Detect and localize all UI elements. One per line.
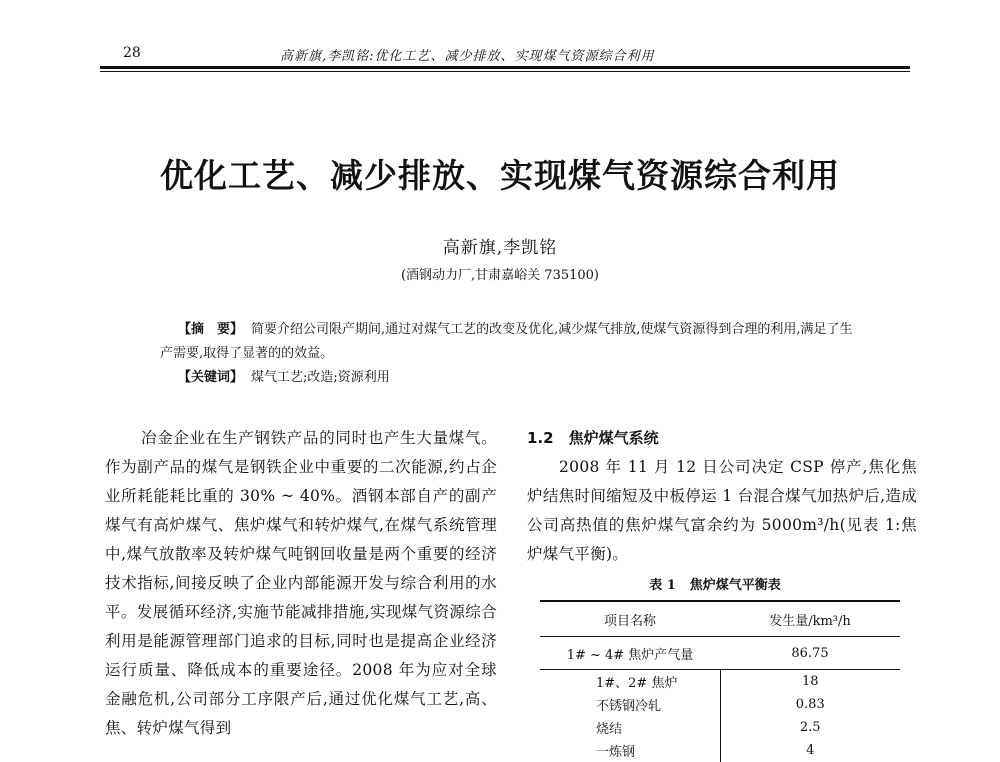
row-value: 18 (801, 674, 819, 689)
authors: 高新旗,李凯铭 (442, 238, 558, 258)
body-left-column (105, 424, 497, 743)
row-name: 一炼钢 (540, 739, 720, 762)
header-rule-thin (100, 71, 910, 72)
row-name: 烧结 (540, 716, 720, 739)
row-name: 1# ~ 4# 焦炉产气量 (566, 647, 694, 663)
row-value: 0.83 (795, 697, 825, 712)
gas-balance-table (540, 600, 900, 762)
table-row (540, 716, 900, 739)
running-title: 高新旗,李凯铭:优化工艺、减少排放、实现煤气资源综合利用 (280, 49, 655, 64)
paper-title: 优化工艺、减少排放、实现煤气资源综合利用 (160, 156, 840, 195)
table-number: 表 1 (649, 578, 676, 593)
row-name: 不锈钢冷轧 (540, 693, 720, 716)
row-value: 4 (806, 743, 815, 758)
abstract-text: 简要介绍公司限产期间,通过对煤气工艺的改变及优化,减少煤气排放,使煤气资源得到合理的利用,满足了生产需要,取得了显著的的效益。 (160, 322, 853, 361)
col-header-name: 项目名称 (603, 613, 656, 629)
row-value: 86.75 (791, 645, 829, 661)
table-header-row (540, 601, 900, 637)
row-name: 1#、2# 焦炉 (540, 670, 720, 694)
abstract (160, 318, 860, 366)
table-caption (527, 574, 917, 593)
abstract-label: 【摘 要】 (178, 322, 244, 337)
col-header-value: 发生量/km³/h (769, 613, 851, 629)
table-title: 焦炉煤气平衡表 (689, 578, 781, 593)
affiliation: (酒钢动力厂,甘肃嘉峪关 735100) (400, 268, 600, 283)
row-value: 2.5 (799, 720, 821, 735)
keywords-text: 煤气工艺;改造;资源利用 (251, 370, 390, 385)
keywords (160, 366, 860, 390)
table-row-total (540, 637, 900, 670)
header-rule-thick (100, 66, 910, 69)
page-number: 28 (123, 45, 141, 61)
table-row (540, 693, 900, 716)
body-paragraph: 冶金企业在生产钢铁产品的同时也产生大量煤气。作为副产品的煤气是钢铁企业中重要的二次能源,约占企业所耗能耗比重的 30% ~ 40%。酒钢本部自产的副产煤气有高炉煤气、焦炉煤气和转炉煤气,在煤气系统管理中,煤气放散率及转炉煤气吨钢回收量是两个重要的经济技术指标,间接反映了企业内部能源开发与综合利用的水平。发展循环经济,实施节能减排措施,实现煤气资源综合利用是能源管理部门追求的目标,同时也是提高企业经济运行质量、降低成本的重要途径。2008 年为应对全球金融危机,公司部分工序限产后,通过优化煤气工艺,高、焦、转炉煤气得到 (105, 429, 497, 737)
abstract-block (160, 318, 860, 390)
table-row (540, 739, 900, 762)
keywords-label: 【关键词】 (178, 370, 244, 385)
table-row (540, 670, 900, 694)
section-heading: 1.2 焦炉煤气系统 (527, 429, 659, 447)
body-paragraph-right: 2008 年 11 月 12 日公司决定 CSP 停产,焦化焦炉结焦时间缩短及中板停运 1 台混合煤气加热炉后,造成公司高热值的焦炉煤气富余约为 5000m³/h(见表 1:焦炉煤气平衡)。 (527, 458, 917, 563)
body-right-column (527, 424, 917, 569)
